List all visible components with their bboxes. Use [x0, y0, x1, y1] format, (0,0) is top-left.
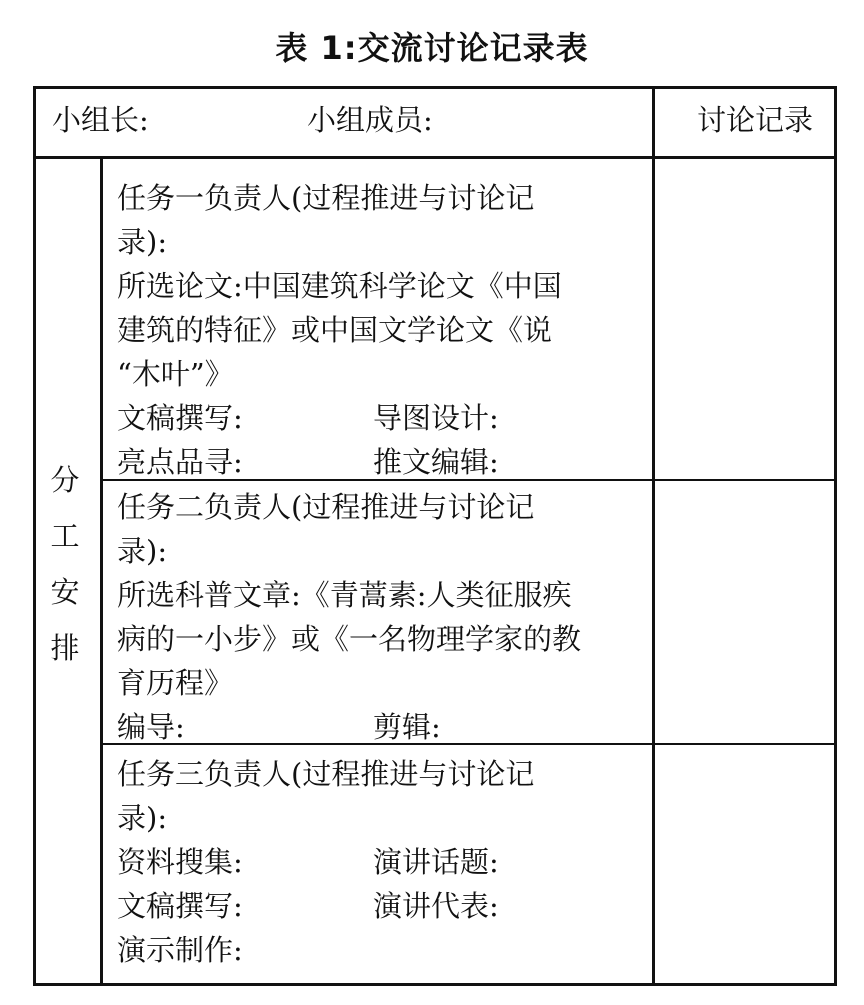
division-of-labor-label	[50, 452, 80, 676]
side-char: 安	[50, 575, 80, 609]
role-label: 演讲话题:	[373, 845, 499, 879]
role-label: 亮点品寻:	[117, 445, 243, 479]
task-text-line: 育历程》	[117, 666, 234, 700]
task-text-line: 病的一小步》或《一名物理学家的教	[117, 622, 582, 656]
role-row	[117, 705, 645, 749]
task-text-line: “木叶”》	[117, 357, 234, 391]
task-text-line: 录):	[117, 534, 168, 568]
side-char: 分	[50, 463, 80, 497]
task-text-line: 任务一负责人(过程推进与讨论记	[117, 181, 535, 215]
task-two-cell	[117, 485, 645, 749]
task-one-cell	[117, 176, 645, 484]
task-text-line: 任务三负责人(过程推进与讨论记	[117, 757, 535, 791]
role-row	[117, 440, 645, 484]
task-text-line: 任务二负责人(过程推进与讨论记	[117, 490, 535, 524]
group-leader-label: 小组长:	[52, 103, 149, 137]
task-text-line: 录):	[117, 225, 168, 259]
table-divider-header	[33, 156, 837, 159]
task-text-line: 所选科普文章:《青蒿素:人类征服疾	[117, 578, 572, 612]
role-label: 编导:	[117, 710, 185, 744]
side-char: 工	[50, 519, 80, 553]
role-row	[117, 396, 645, 440]
task-text-line: 录):	[117, 801, 168, 835]
role-row	[117, 884, 645, 928]
role-label: 导图设计:	[373, 401, 499, 435]
role-row	[117, 840, 645, 884]
table-title: 表 1:交流讨论记录表	[275, 29, 589, 67]
role-label: 演示制作:	[117, 933, 243, 967]
role-label: 资料搜集:	[117, 845, 243, 879]
task-text-line: 所选论文:中国建筑科学论文《中国	[117, 269, 562, 303]
group-members-label: 小组成员:	[307, 103, 433, 137]
role-label: 演讲代表:	[373, 889, 499, 923]
table-divider-vertical-left	[100, 156, 103, 986]
role-label: 剪辑:	[373, 710, 441, 744]
discussion-record-label: 讨论记录	[697, 103, 814, 137]
task-three-cell	[117, 752, 645, 972]
task-text-line: 建筑的特征》或中国文学论文《说	[117, 313, 553, 347]
table-divider-vertical-right	[652, 86, 655, 986]
role-label: 文稿撰写:	[117, 889, 243, 923]
role-label: 推文编辑:	[373, 445, 499, 479]
role-label: 文稿撰写:	[117, 401, 243, 435]
side-char: 排	[50, 631, 80, 665]
